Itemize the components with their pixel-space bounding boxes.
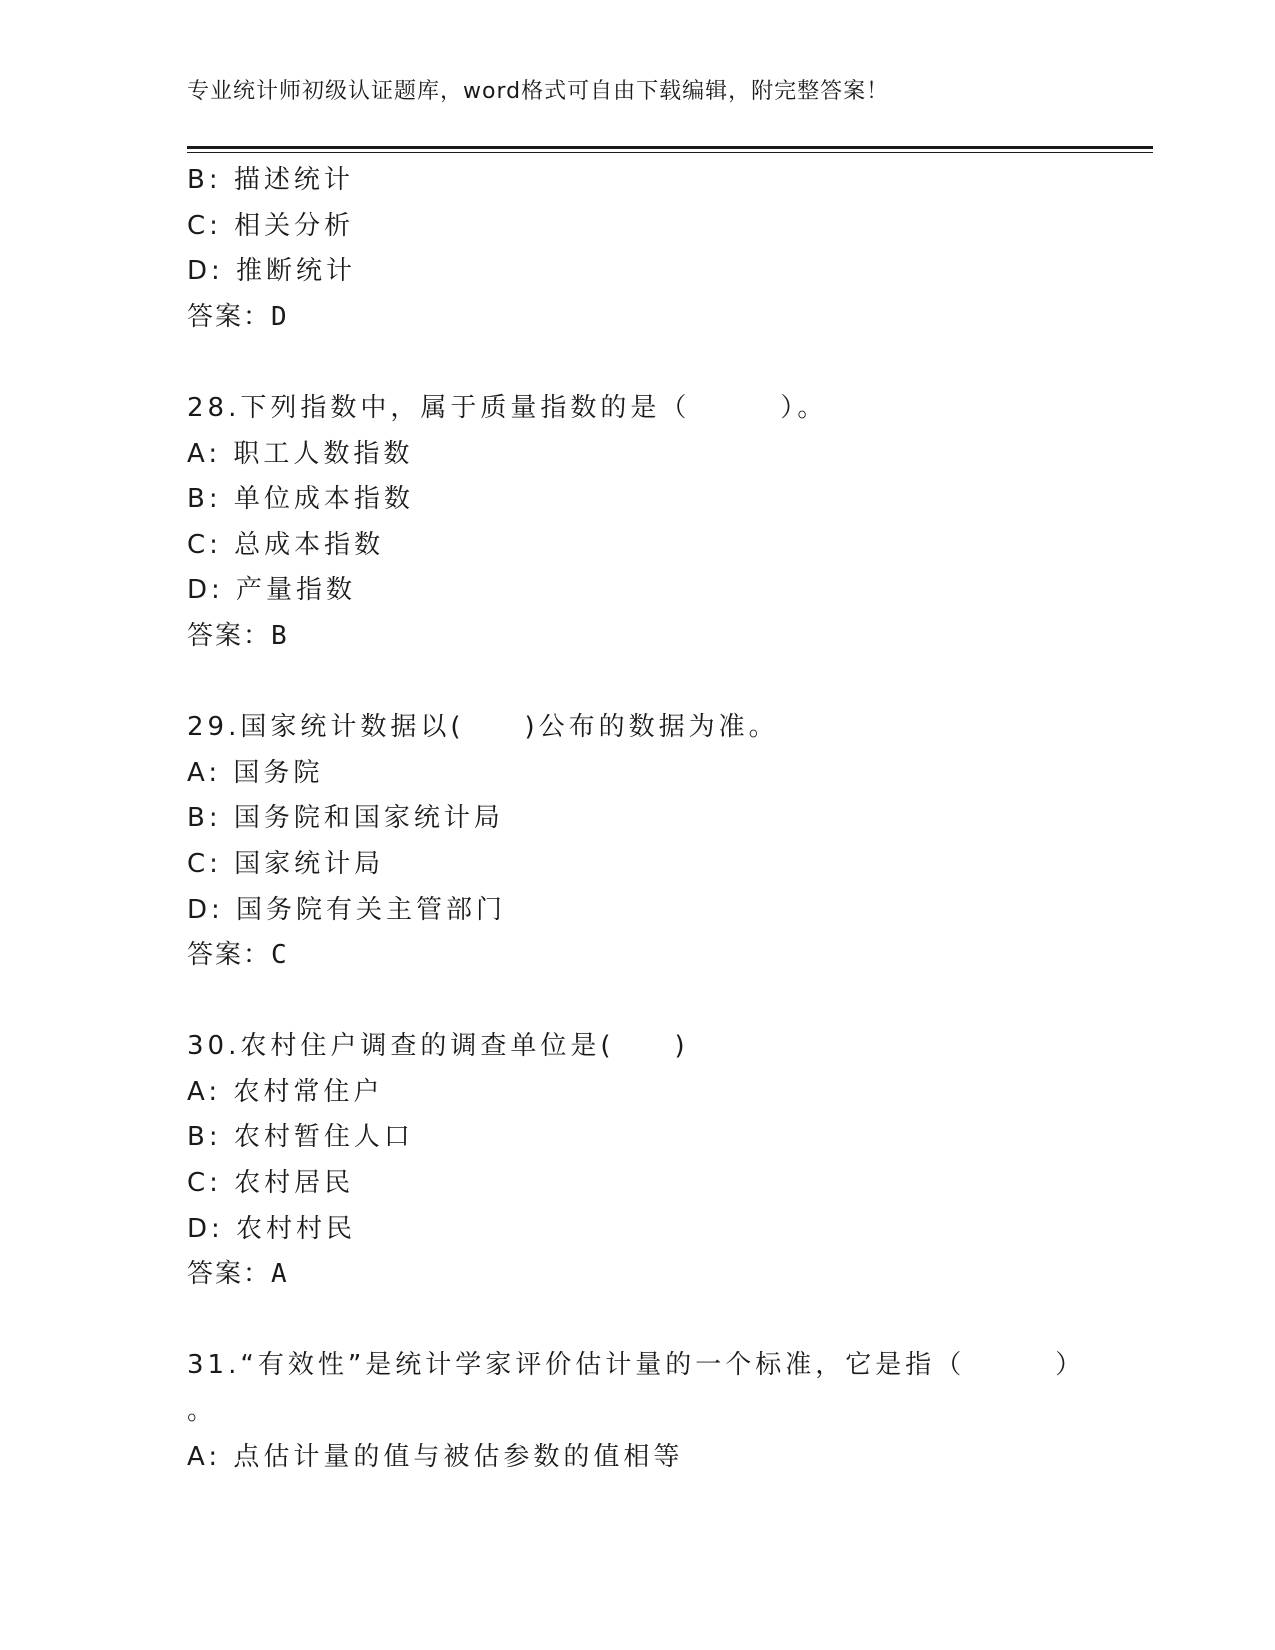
spacer — [187, 1298, 1087, 1344]
answer-line: 答案：A — [187, 1259, 289, 1290]
option-c: C: 总成本指数 — [187, 529, 385, 560]
option-d: D: 农村村民 — [187, 1213, 357, 1244]
question-stem: 28.下列指数中，属于质量指数的是（ ）。 — [187, 392, 828, 423]
question-27-tail — [187, 158, 1087, 340]
option-a: A: 点估计量的值与被估参数的值相等 — [187, 1441, 684, 1472]
answer-line: 答案：B — [187, 620, 289, 651]
option-d: D: 推断统计 — [187, 256, 357, 287]
question-28 — [187, 386, 1087, 660]
question-list — [187, 158, 1087, 1480]
option-c: C: 相关分析 — [187, 210, 355, 241]
question-stem-continued: 。 — [187, 1396, 218, 1427]
option-a: A: 农村常住户 — [187, 1076, 384, 1107]
spacer — [187, 660, 1087, 706]
option-a: A: 职工人数指数 — [187, 438, 414, 469]
option-c: C: 农村居民 — [187, 1168, 355, 1199]
option-d: D: 国务院有关主管部门 — [187, 894, 507, 925]
spacer — [187, 340, 1087, 386]
option-d: D: 产量指数 — [187, 575, 357, 606]
option-b: B: 农村暂住人口 — [187, 1122, 414, 1153]
question-31 — [187, 1343, 1087, 1480]
question-stem: 31.“有效性”是统计学家评价估计量的一个标准，它是指（ ） — [187, 1350, 1086, 1381]
question-stem: 30.农村住户调查的调查单位是( ) — [187, 1031, 689, 1062]
option-a: A: 国务院 — [187, 757, 324, 788]
document-header: 专业统计师初级认证题库，word格式可自由下载编辑，附完整答案！ — [187, 79, 890, 104]
header-rule-thick — [187, 146, 1153, 149]
option-c: C: 国家统计局 — [187, 848, 385, 879]
question-30 — [187, 1024, 1087, 1298]
spacer — [187, 979, 1087, 1025]
option-b: B: 描述统计 — [187, 165, 354, 195]
answer-line: 答案：D — [187, 301, 289, 332]
option-b: B: 单位成本指数 — [187, 484, 414, 515]
question-stem: 29.国家统计数据以( )公布的数据为准。 — [187, 712, 779, 743]
header-rule-thin — [187, 152, 1153, 153]
question-29 — [187, 705, 1087, 979]
option-b: B: 国务院和国家统计局 — [187, 803, 504, 834]
answer-line: 答案：C — [187, 940, 289, 971]
